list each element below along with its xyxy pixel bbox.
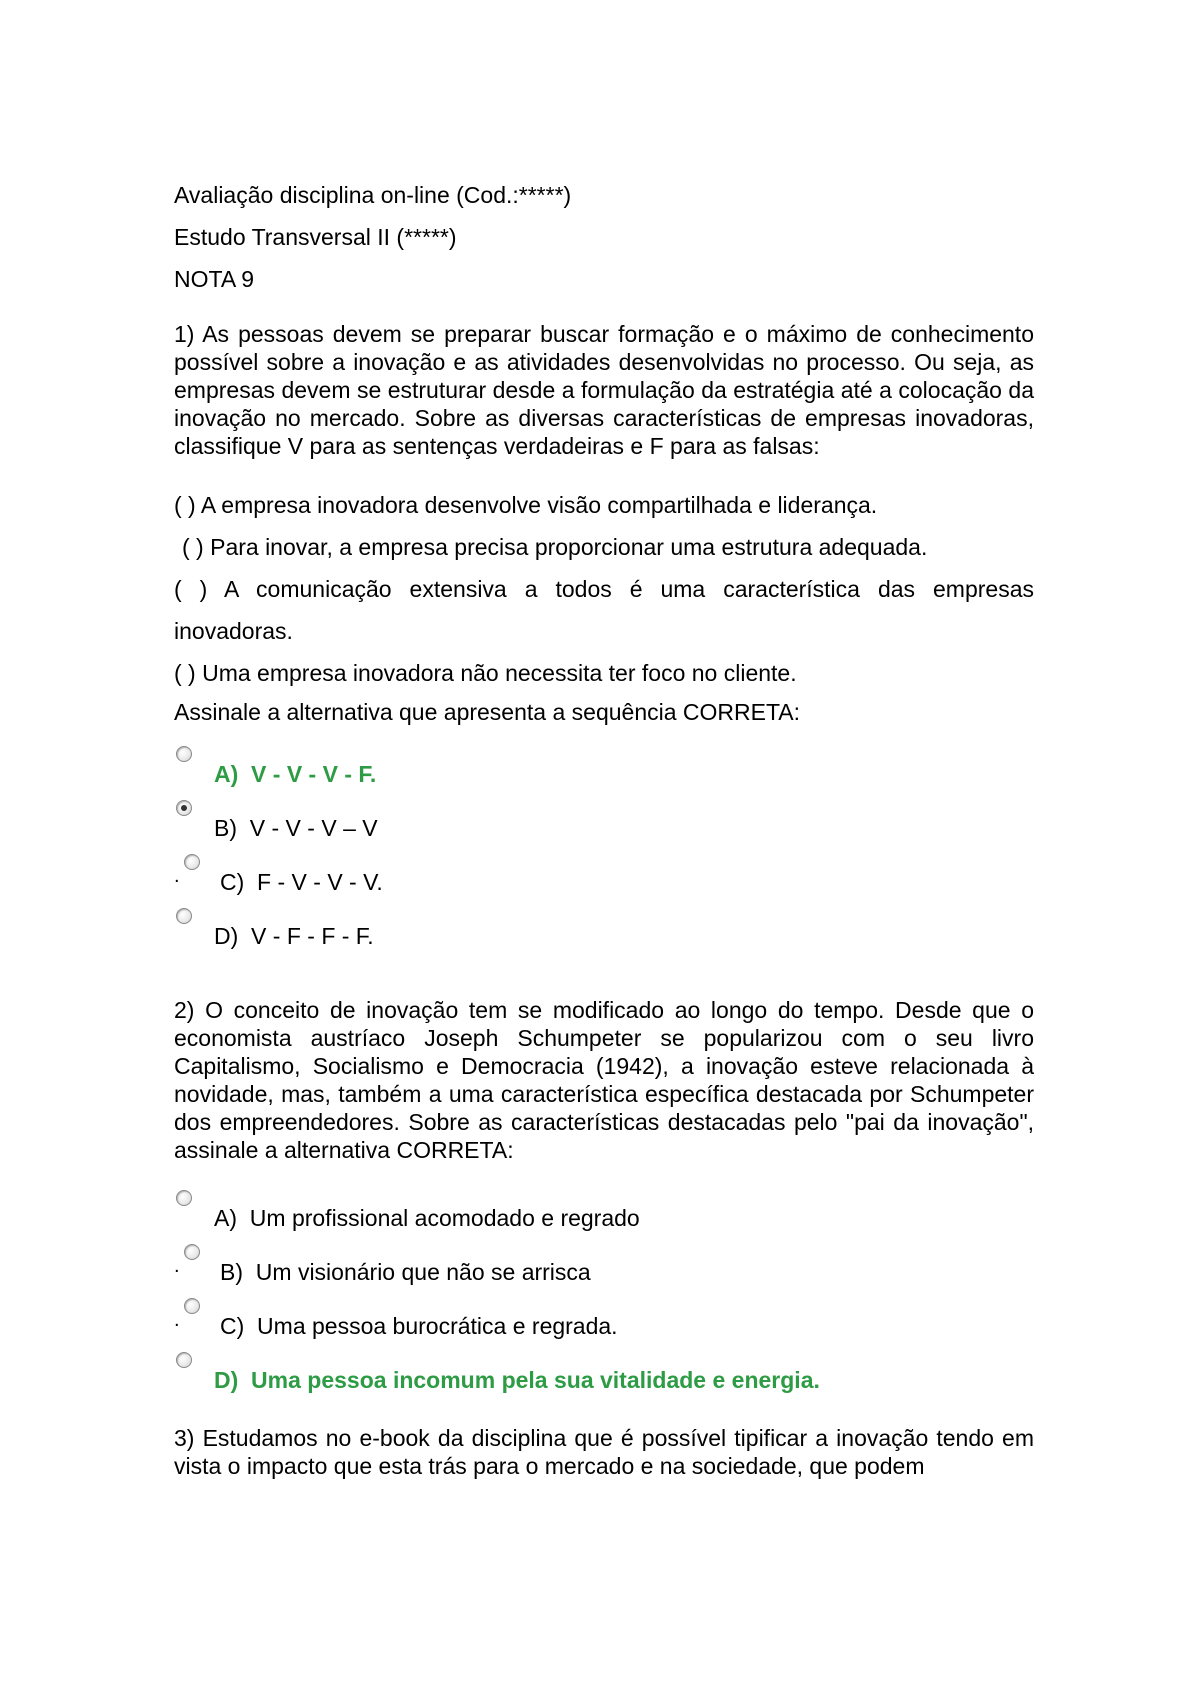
q1-option-a[interactable] — [174, 744, 1034, 798]
assessment-title: Avaliação disciplina on-line (Cod.:*****) — [174, 182, 572, 208]
grade: NOTA 9 — [174, 266, 255, 292]
statement-1: ( ) A empresa inovadora desenvolve visão compartilhada e liderança. — [174, 492, 878, 518]
q1-option-d[interactable] — [174, 906, 1034, 960]
option-label: D) Uma pessoa incomum pela sua vitalidade e energia. — [214, 1367, 820, 1393]
option-label: C) F - V - V - V. — [220, 869, 383, 895]
stray-dot: . — [174, 865, 180, 887]
option-label: C) Uma pessoa burocrática e regrada. — [220, 1313, 618, 1339]
question-2-text: 2) O conceito de inovação tem se modificado ao longo do tempo. Desde que o economista austríaco Joseph Schumpeter se popularizou com o seu livro Capitalismo, Socialismo e Democracia (1942), a inovação esteve relacionada à novidade, mas, também a uma característica específica destacada por Schumpeter dos empreendedores. Sobre as características destacadas pelo "pai da inovação", assinale a alternativa CORRETA: — [174, 997, 1034, 1163]
radio-button-icon[interactable] — [184, 1298, 200, 1314]
statement-4: ( ) Uma empresa inovadora não necessita ter foco no cliente. — [174, 660, 797, 686]
option-label: B) V - V - V – V — [214, 815, 378, 841]
radio-button-icon[interactable] — [176, 908, 192, 924]
stray-dot: . — [174, 1255, 180, 1277]
radio-button-icon[interactable] — [184, 1244, 200, 1260]
radio-button-icon[interactable] — [176, 1352, 192, 1368]
statement-2: ( ) Para inovar, a empresa precisa proporcionar uma estrutura adequada. — [182, 534, 928, 560]
statement-3: ( ) A comunicação extensiva a todos é uma característica das empresas — [174, 576, 1034, 602]
option-label: D) V - F - F - F. — [214, 923, 374, 949]
q1-option-c[interactable] — [174, 852, 1034, 906]
q2-option-d[interactable] — [174, 1350, 1034, 1404]
radio-button-selected-icon[interactable] — [176, 800, 192, 816]
radio-button-icon[interactable] — [176, 746, 192, 762]
q1-option-b[interactable] — [174, 798, 1034, 852]
statement-3-continuation: inovadoras. — [174, 618, 293, 644]
q2-option-c[interactable] — [174, 1296, 1034, 1350]
spacer — [174, 960, 1034, 990]
radio-button-icon[interactable] — [184, 854, 200, 870]
course-name: Estudo Transversal II (*****) — [174, 224, 457, 250]
question-1-instruction: Assinale a alternativa que apresenta a sequência CORRETA: — [174, 699, 801, 725]
option-label: B) Um visionário que não se arrisca — [220, 1259, 591, 1285]
spacer — [174, 1404, 1034, 1424]
stray-dot: . — [174, 1309, 180, 1331]
document-page — [174, 180, 1034, 1504]
radio-button-icon[interactable] — [176, 1190, 192, 1206]
question-3-text: 3) Estudamos no e-book da disciplina que é possível tipificar a inovação tendo em vista o impacto que esta trás para o mercado e na sociedade, que podem — [174, 1425, 1034, 1479]
question-1-text: 1) As pessoas devem se preparar buscar formação e o máximo de conhecimento possível sobre a inovação e as atividades desenvolvidas no processo. Ou seja, as empresas devem se estruturar desde a formulação da estratégia até a colocação da inovação no mercado. Sobre as diversas características de empresas inovadoras, classifique V para as sentenças verdadeiras e F para as falsas: — [174, 321, 1034, 459]
option-label: A) V - V - V - F. — [214, 761, 377, 787]
q2-option-a[interactable] — [174, 1188, 1034, 1242]
option-label: A) Um profissional acomodado e regrado — [214, 1205, 640, 1231]
q2-option-b[interactable] — [174, 1242, 1034, 1296]
